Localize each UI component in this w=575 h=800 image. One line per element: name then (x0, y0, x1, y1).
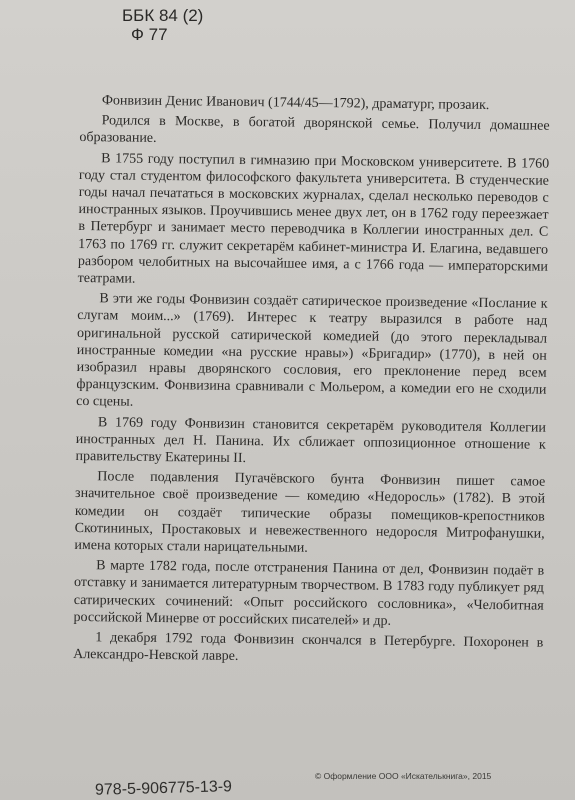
copyright-line: © Оформление ООО «Искателькнига», 2015 (315, 771, 492, 781)
paragraph-secretary: В 1769 году Фонвизин становится секретарём руководителя Коллегии иностранных дел Н. Панина. Их сближает оппозиционное отношение к правительству Екатерины II. (75, 414, 547, 467)
paragraph-birth: Родился в Москве, в богатой дворянской семье. Получил домашнее образование. (79, 113, 550, 147)
catalog-block (122, 6, 203, 44)
paragraph-early-works: В эти же годы Фонвизин создаёт сатирическое произведение «Послание к слугам моим...» (1769). Интерес к театру выразился в работе над оригинальной русской сатирической комедией (до этого перекладывал иностранные комедии «на русские нравы») «Бригадир» (1770), в ней он изобразил нравы дворянского сословия, его преклонение перед всем французским. Фонвизина сравнивали с Мольером, а комедии его не сходили со сцены. (76, 291, 548, 411)
bbk-code: ББК 84 (2) (122, 6, 204, 25)
paragraph-intro: Фонвизин Денис Иванович (1744/45—1792), драматург, прозаик. (101, 93, 490, 114)
author-mark: Ф 77 (131, 25, 168, 44)
isbn-line: 978-5-906775-13-9 (94, 778, 233, 799)
paragraph-nedorosl: После подавления Пугачёвского бунта Фонвизин пишет самое значительное своё произведение — комедию «Недоросль» (1782). В этой комедии он создаёт типические образы помещиков-крепостников Скотининых, Простаковых и невежественного недоросля Митрофанушки, имена которых стали нарицательными. (74, 469, 546, 556)
biography-text (73, 92, 550, 672)
paragraph-death: 1 декабря 1792 года Фонвизин скончался в Петербурге. Похоронен в Александро-Невской лавре. (73, 630, 544, 665)
paragraph-education: В 1755 году поступил в гимназию при Московском университете. В 1760 году стал студентом философского факультета университета. В студенческие годы начал печататься в московских журналах, сделал несколько переводов с иностранных языков. Проучившись менее двух лет, он в 1762 году переезжает в Петербург и занимает место переводчика в Коллегии иностранных дел. С 1763 по 1769 гг. служит секретарём кабинет-министра И. Елагина, ведавшего разбором челобитных на высочайшее имя, а с 1766 года — императорскими театрами. (77, 150, 550, 287)
paragraph-retirement: В марте 1782 года, после отстранения Панина от дел, Фонвизин подаёт в отставку и занимается литературным творчеством. В 1783 году публикует ряд сатирических сочинений: «Опыт российского сословника», «Челобитная российской Минерве от российских писателей» и др. (73, 558, 545, 629)
